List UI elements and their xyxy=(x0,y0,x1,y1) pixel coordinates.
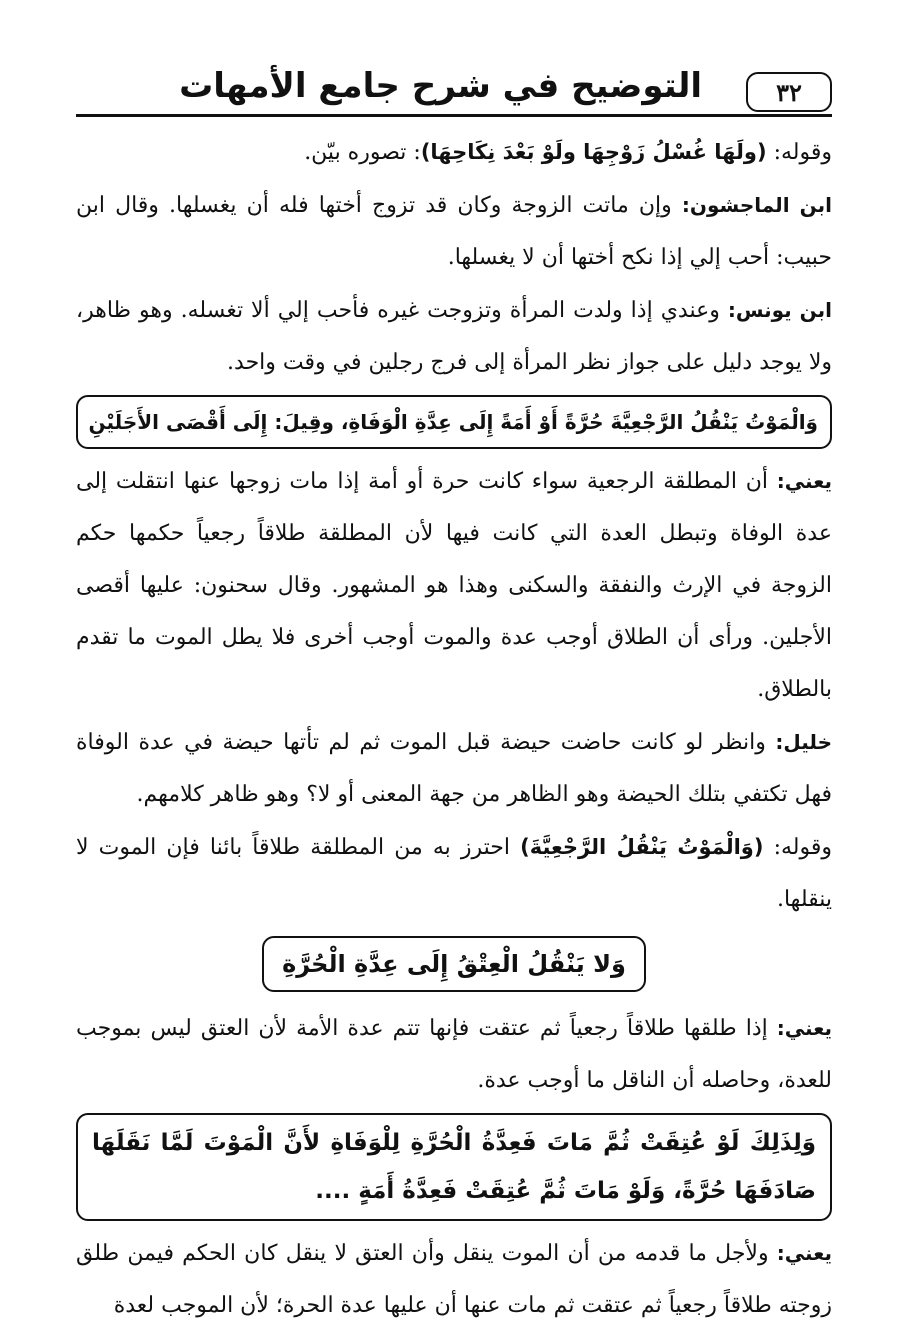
paragraph-text: احترز به من المطلقة طلاقاً بائنا فإن الموت لا ينقلها. xyxy=(76,835,832,912)
speaker-label: ابن الماجشون: xyxy=(681,193,832,217)
matn-box-1: وَالْمَوْتُ يَنْقُلُ الرَّجْعِيَّةَ حُرَّةً أَوْ أَمَةً إِلَى عِدَّةِ الْوَفَاةِ، وقِيلَ: إِلَى أَقْصَى الأَجَلَيْنِ xyxy=(76,395,832,449)
paragraph-8 xyxy=(76,1227,832,1332)
paragraph-lead: وقوله: xyxy=(763,835,832,860)
paragraph-text: وعندي إذا ولدت المرأة وتزوجت غيره فأحب إلي ألا تغسله. وهو ظاهر، ولا يوجد دليل على جواز نظر المرأة إلى فرج رجلين في وقت واحد. xyxy=(76,298,832,375)
speaker-label: خليل: xyxy=(775,730,832,754)
paragraph-text: أن المطلقة الرجعية سواء كانت حرة أو أمة إذا مات زوجها عنها انتقلت إلى عدة الوفاة وتبطل العدة التي كانت فيها لأن المطلقة طلاقاً رجعياً حكمها حكم الزوجة في الإرث والنفقة والسكنى وهذا هو المشهور. وقال سحنون: عليها أقصى الأجلين. ورأى أن الطلاق أوجب عدة والموت أوجب أخرى فلا يطل الموت ما تقدم بالطلاق. xyxy=(76,469,832,702)
paragraph-2 xyxy=(76,179,832,284)
paragraph-5 xyxy=(76,716,832,821)
speaker-label: يعني: xyxy=(776,1241,832,1265)
paragraph-text: وانظر لو كانت حاضت حيضة قبل الموت ثم لم تأتها حيضة في عدة الوفاة فهل تكتفي بتلك الحيضة وهو الظاهر من جهة المعنى أو لا؟ وهو ظاهر كلامهم. xyxy=(76,730,832,807)
paragraph-text: وإن ماتت الزوجة وكان قد تزوج أختها فله أن يغسلها. وقال ابن حبيب: أحب إلي إذا نكح أختها أن لا يغسلها. xyxy=(76,193,832,270)
paragraph-1 xyxy=(76,126,832,179)
page-header xyxy=(76,62,832,116)
page-number: ٣٢ xyxy=(746,72,832,112)
quoted-matn: (وَالْمَوْتُ يَنْقُلُ الرَّجْعِيَّةَ) xyxy=(520,835,764,859)
matn-box-2: وَلا يَنْقُلُ الْعِتْقُ إِلَى عِدَّةِ الْحُرَّةِ xyxy=(262,936,646,992)
quoted-matn: (ولَهَا غُسْلُ زَوْجِهَا ولَوْ بَعْدَ نِكَاحِهَا) xyxy=(420,140,767,164)
paragraph-text: : تصوره بيّن. xyxy=(304,140,421,165)
document-page xyxy=(76,62,832,1332)
speaker-label: يعني: xyxy=(776,469,832,493)
book-title: التوضيح في شرح جامع الأمهات xyxy=(179,66,702,106)
paragraph-3 xyxy=(76,284,832,389)
paragraph-4 xyxy=(76,455,832,716)
header-divider xyxy=(76,114,832,117)
speaker-label: ابن يونس: xyxy=(727,298,832,322)
matn-box-3: وَلِذَلِكَ لَوْ عُتِقَتْ ثُمَّ مَاتَ فَعِدَّةُ الْحُرَّةِ لِلْوَفَاةِ لأَنَّ الْمَوْتَ لَمَّا نَقَلَهَا صَادَفَهَا حُرَّةً، وَلَوْ مَاتَ ثُمَّ عُتِقَتْ فَعِدَّةُ أَمَةٍ .... xyxy=(76,1113,832,1221)
speaker-label: يعني: xyxy=(776,1016,832,1040)
paragraph-7 xyxy=(76,1002,832,1107)
paragraph-lead: وقوله: xyxy=(766,140,832,165)
paragraph-6 xyxy=(76,821,832,926)
paragraph-text: إذا طلقها طلاقاً رجعياً ثم عتقت فإنها تتم عدة الأمة لأن العتق ليس بموجب للعدة، وحاصله أن الناقل ما أوجب عدة. xyxy=(76,1016,832,1093)
paragraph-text: ولأجل ما قدمه من أن الموت ينقل وأن العتق لا ينقل كان الحكم فيمن طلق زوجته طلاقاً رجعياً ثم عتقت ثم مات عنها أن عليها عدة الحرة؛ لأن الموجب لعدة xyxy=(76,1241,832,1318)
